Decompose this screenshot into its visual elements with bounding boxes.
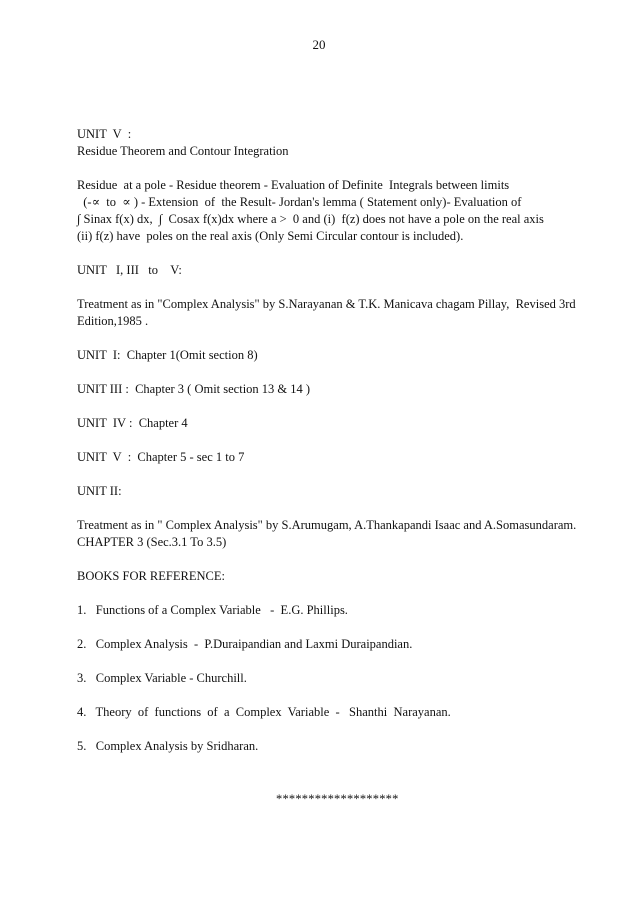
unit-3-chapter: UNIT III : Chapter 3 ( Omit section 13 & 14 ) — [77, 382, 311, 396]
unit-v-heading: UNIT V : — [77, 127, 132, 141]
treatment-line: Treatment as in "Complex Analysis" by S.Narayanan & T.K. Manicava chagam Pillay, Revised 3rd — [77, 297, 576, 311]
unit-1-chapter: UNIT I: Chapter 1(Omit section 8) — [77, 348, 258, 362]
reference-item: 2. Complex Analysis - P.Duraipandian and Laxmi Duraipandian. — [77, 637, 413, 651]
reference-item: 1. Functions of a Complex Variable - E.G. Phillips. — [77, 603, 348, 617]
syllabus-content — [77, 126, 597, 772]
units-1-3-5-heading-block — [77, 262, 597, 279]
unit-chapter-row — [77, 449, 597, 466]
unit-2-heading: UNIT II: — [77, 484, 122, 498]
unit-chapter-row — [77, 347, 597, 364]
unit-5-chapter: UNIT V : Chapter 5 - sec 1 to 7 — [77, 450, 245, 464]
units-1-3-5-heading: UNIT I, III to V: — [77, 263, 182, 277]
unit-chapter-row — [77, 415, 597, 432]
unit-2-heading-block — [77, 483, 597, 500]
unit-v-body-line: ∫ Sinax f(x) dx, ∫ Cosax f(x)dx where a > 0 and (i) f(z) does not have a pole on the real axis — [77, 212, 544, 226]
reference-item: 3. Complex Variable - Churchill. — [77, 671, 247, 685]
treatment-line: Edition,1985 . — [77, 314, 149, 328]
unit-chapter-row — [77, 381, 597, 398]
unit-2-treatment — [77, 517, 597, 551]
references-heading-block — [77, 568, 597, 585]
unit-v-subheading: Residue Theorem and Contour Integration — [77, 144, 289, 158]
unit-4-chapter: UNIT IV : Chapter 4 — [77, 416, 188, 430]
treatment-line: CHAPTER 3 (Sec.3.1 To 3.5) — [77, 535, 227, 549]
reference-item: 4. Theory of functions of a Complex Variable - Shanthi Narayanan. — [77, 705, 451, 719]
units-1-3-5-treatment — [77, 296, 597, 330]
references-heading: BOOKS FOR REFERENCE: — [77, 569, 225, 583]
page-number: 20 — [312, 37, 326, 52]
footer-separator: ******************* — [276, 792, 399, 806]
unit-v-body-line: (-∝ to ∝ ) - Extension of the Result- Jordan's lemma ( Statement only)- Evaluation of — [77, 195, 522, 209]
unit-v-body-line: (ii) f(z) have poles on the real axis (Only Semi Circular contour is included). — [77, 229, 464, 243]
reference-list — [77, 602, 597, 755]
unit-v-description — [77, 177, 597, 245]
unit-v-body-line: Residue at a pole - Residue theorem - Evaluation of Definite Integrals between limits — [77, 178, 510, 192]
reference-item: 5. Complex Analysis by Sridharan. — [77, 739, 259, 753]
unit-v-section — [77, 126, 597, 160]
treatment-line: Treatment as in " Complex Analysis" by S.Arumugam, A.Thankapandi Isaac and A.Somasundaram. — [77, 518, 577, 532]
